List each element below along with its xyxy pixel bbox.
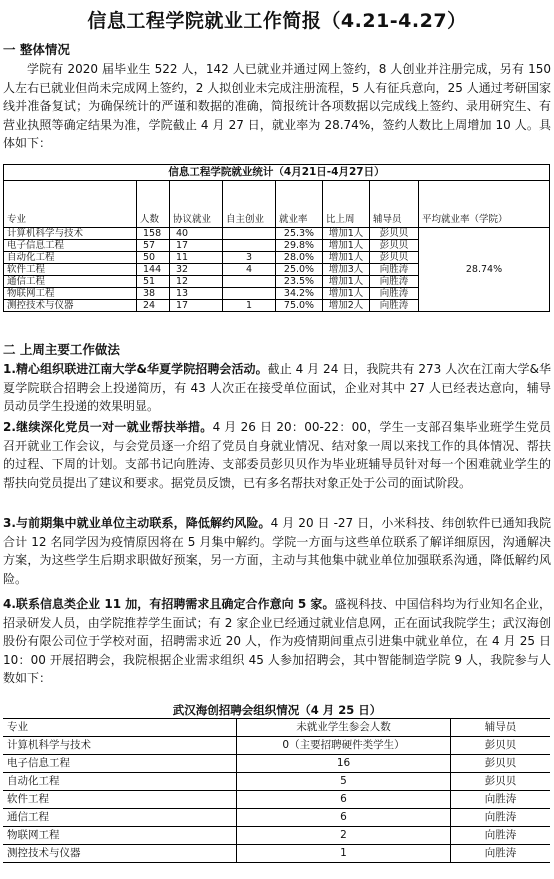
cell-counselor: 向胜涛 — [370, 264, 419, 276]
cell-major: 软件工程 — [3, 791, 237, 809]
cell-major: 通信工程 — [4, 276, 137, 288]
work-item-body: 4 月 20 日 -27 日，小米科技、纬创软件已通知我院合计 12 名同学因为疫情原因将在 5 月集中解约。学院一方面与这些单位联系了解详细原因，沟通解决方案，为这些学生后期求职做好预案，另一方面，主动与其他集中就业单位加强联系沟通，降低解约风险。 — [3, 516, 551, 586]
cell-count: 24 — [137, 300, 170, 312]
cell-change: 增加1人 — [323, 228, 370, 240]
table-row — [3, 791, 550, 809]
cell-agreement: 17 — [170, 300, 223, 312]
table-row — [3, 737, 550, 755]
cell-startup: 4 — [223, 264, 276, 276]
cell-major: 通信工程 — [3, 809, 237, 827]
table-row — [3, 809, 550, 827]
cell-count: 51 — [137, 276, 170, 288]
table-row — [3, 773, 550, 791]
cell-change: 增加1人 — [323, 276, 370, 288]
overview-paragraph: 学院有 2020 届毕业生 522 人，142 人已就业并通过网上签约，8 人创业并注册完成，另有 150 人左右已就业但尚未完成网上签约，2 人拟创业未完成注册流程，5 人有征兵意向，25 人通过考研国家线并准备复试；为确保统计的严谨和数据的准确，简报统计各项数据以完成线上签约、录用研究生、有营业执照等确定结果为准，学院截止 4 月 27 日，就业率为 28.74%，签约人数比上周增加 10 人。具体如下： — [3, 62, 551, 151]
table-header: 辅导员 — [370, 181, 419, 228]
table-header: 辅导员 — [451, 719, 551, 737]
cell-change: 增加1人 — [323, 252, 370, 264]
cell-counselor: 向胜涛 — [451, 845, 551, 863]
cell-startup — [223, 240, 276, 252]
cell-rate: 23.5% — [276, 276, 323, 288]
cell-counselor: 彭贝贝 — [370, 228, 419, 240]
cell-rate: 29.8% — [276, 240, 323, 252]
cell-agreement: 12 — [170, 276, 223, 288]
cell-startup — [223, 276, 276, 288]
cell-counselor: 彭贝贝 — [370, 252, 419, 264]
work-item-body: 截止 4 月 24 日，我院共有 273 人次在江南大学&华夏学院联合招聘会上投递简历，有 43 人次正在接受单位面试，企业对其中 27 人已经表达意向，辅导员动员学生投递的效果明显。 — [3, 362, 552, 414]
work-item-2 — [3, 418, 551, 492]
cell-count: 5 — [237, 773, 451, 791]
table-header: 就业率 — [276, 181, 323, 228]
cell-agreement: 13 — [170, 288, 223, 300]
work-item-lead: 1.精心组织联进江南大学&华夏学院招聘会活动。 — [3, 362, 268, 376]
table-header: 平均就业率（学院） — [419, 181, 550, 228]
work-item-body: 盛视科技、中国信科均为行业知名企业，招录研发人员，由学院推荐学生面试；有 2 家企业已经通过就业信息网，正在面试我院学生；武汉海创股份有限公司位于学校对面，招聘需求近 20 人，作为疫情期间重点引进集中就业单位，在 4 月 25 日 10：00 开展招聘会，我院根据企业需求组织 45 人参加招聘会，其中智能制造学院 9 人，我院参与人数如下： — [3, 597, 551, 686]
cell-count: 16 — [237, 755, 451, 773]
table-header: 专业 — [3, 719, 237, 737]
cell-change: 增加1人 — [323, 240, 370, 252]
cell-startup — [223, 288, 276, 300]
section-heading-overview: 一 整体情况 — [3, 42, 70, 57]
cell-counselor: 向胜涛 — [370, 288, 419, 300]
cell-agreement: 32 — [170, 264, 223, 276]
cell-startup: 3 — [223, 252, 276, 264]
section-heading-work: 二 上周主要工作做法 — [3, 342, 120, 357]
cell-count: 38 — [137, 288, 170, 300]
cell-counselor: 彭贝贝 — [451, 737, 551, 755]
work-item-1 — [3, 360, 551, 416]
cell-count: 6 — [237, 791, 451, 809]
table-caption: 信息工程学院就业统计（4月21日-4月27日） — [4, 165, 550, 181]
cell-rate: 28.0% — [276, 252, 323, 264]
table-row — [3, 755, 550, 773]
employment-stats-table — [3, 164, 550, 312]
cell-major: 测控技术与仪器 — [4, 300, 137, 312]
work-item-3 — [3, 514, 551, 588]
table-header: 比上周 — [323, 181, 370, 228]
page-title: 信息工程学院就业工作简报（4.21-4.27） — [87, 10, 467, 32]
work-item-4 — [3, 595, 551, 688]
cell-change: 增加3人 — [323, 264, 370, 276]
table-row — [3, 827, 550, 845]
work-item-lead: 2.继续深化党员一对一就业帮扶举措。 — [3, 420, 213, 434]
cell-counselor: 向胜涛 — [451, 827, 551, 845]
cell-agreement: 40 — [170, 228, 223, 240]
job-fair-table-caption: 武汉海创招聘会组织情况（4 月 25 日） — [172, 703, 382, 717]
cell-counselor: 向胜涛 — [451, 809, 551, 827]
job-fair-table — [3, 718, 550, 863]
cell-major: 软件工程 — [4, 264, 137, 276]
cell-counselor: 向胜涛 — [451, 791, 551, 809]
cell-rate: 25.3% — [276, 228, 323, 240]
cell-major: 电子信息工程 — [3, 755, 237, 773]
table-row — [3, 845, 550, 863]
cell-counselor: 向胜涛 — [370, 300, 419, 312]
cell-count: 2 — [237, 827, 451, 845]
cell-major: 电子信息工程 — [4, 240, 137, 252]
cell-major: 物联网工程 — [4, 288, 137, 300]
cell-count: 144 — [137, 264, 170, 276]
cell-major: 计算机科学与技术 — [4, 228, 137, 240]
cell-count: 158 — [137, 228, 170, 240]
cell-major: 自动化工程 — [3, 773, 237, 791]
cell-major: 测控技术与仪器 — [3, 845, 237, 863]
cell-major: 物联网工程 — [3, 827, 237, 845]
cell-rate: 75.0% — [276, 300, 323, 312]
cell-agreement: 11 — [170, 252, 223, 264]
cell-change: 增加2人 — [323, 300, 370, 312]
table-header: 自主创业 — [223, 181, 276, 228]
cell-count: 6 — [237, 809, 451, 827]
cell-major: 计算机科学与技术 — [3, 737, 237, 755]
work-item-body: 4 月 26 日 20：00-22：00，学生一支部召集毕业班学生党员召开就业工作会议，与会党员逐一介绍了党员自身就业情况、结对象一周以来找工作的具体情况、帮扶的过程、下周的计划。支部书记向胜涛、支部委员彭贝贝作为毕业班辅导员针对每一个困难就业学生的帮扶向党员提出了建议和要求。据党员反馈，已有多名帮扶对象正处于公司的面试阶段。 — [3, 420, 551, 490]
work-item-lead: 4.联系信息类企业 11 加，有招聘需求且确定合作意向 5 家。 — [3, 597, 335, 611]
cell-rate: 34.2% — [276, 288, 323, 300]
cell-count: 1 — [237, 845, 451, 863]
work-item-lead: 3.与前期集中就业单位主动联系，降低解约风险。 — [3, 516, 271, 530]
cell-agreement: 17 — [170, 240, 223, 252]
cell-count: 0（主要招聘硬件类学生） — [237, 737, 451, 755]
cell-counselor: 彭贝贝 — [370, 240, 419, 252]
cell-counselor: 彭贝贝 — [451, 755, 551, 773]
table-header: 人数 — [137, 181, 170, 228]
table-header: 专业 — [4, 181, 137, 228]
table-header: 协议就业 — [170, 181, 223, 228]
cell-major: 自动化工程 — [4, 252, 137, 264]
cell-counselor: 向胜涛 — [370, 276, 419, 288]
cell-counselor: 彭贝贝 — [451, 773, 551, 791]
cell-count: 50 — [137, 252, 170, 264]
cell-startup: 1 — [223, 300, 276, 312]
cell-change: 增加1人 — [323, 288, 370, 300]
cell-count: 57 — [137, 240, 170, 252]
table-row — [4, 228, 550, 240]
cell-rate: 25.0% — [276, 264, 323, 276]
cell-average-rate: 28.74% — [419, 228, 550, 312]
cell-startup — [223, 228, 276, 240]
table-header: 未就业学生参会人数 — [237, 719, 451, 737]
